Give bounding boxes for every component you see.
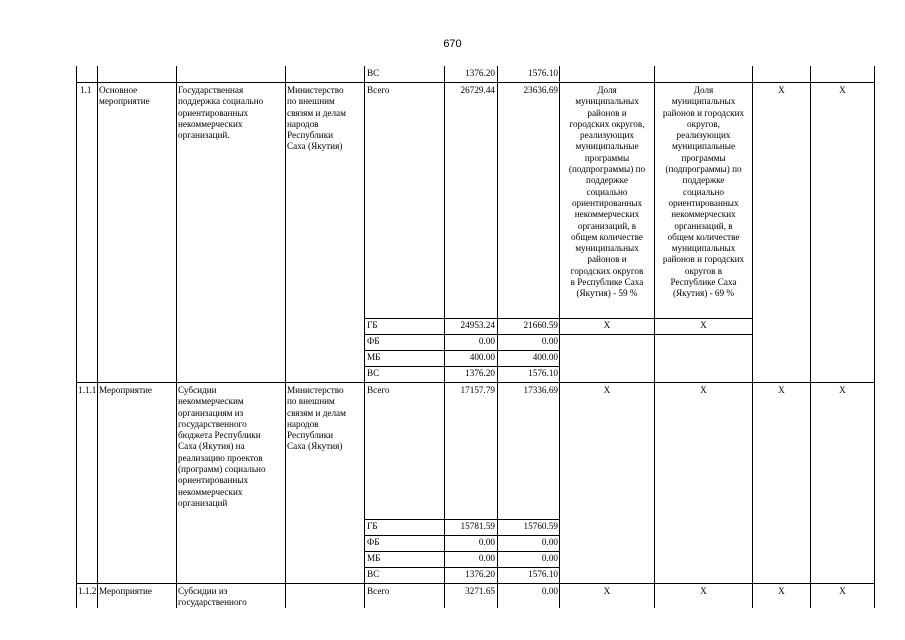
executor-line: Саха (Якутия) — [287, 441, 343, 452]
funding-value-1: 15781.59 — [460, 521, 495, 531]
row-1-1-1-mark-ind-2: Х — [700, 385, 707, 395]
funding-value-1: 0.00 — [478, 336, 495, 346]
executor-line: Саха (Якутия) — [287, 141, 343, 152]
name-line: Субсидии из — [178, 586, 228, 596]
funding-value-2: 1576.10 — [528, 569, 558, 579]
name-line: Саха (Якутия) на — [178, 441, 245, 452]
row-1-1-mark-col-1: Х — [778, 85, 785, 95]
indicator-line: Доля — [597, 85, 617, 95]
indicator-line: районов и — [587, 254, 627, 265]
indicator-line: муниципальные — [575, 141, 639, 152]
funding-value-1: 17157.79 — [460, 385, 495, 395]
indicator-line: реализующих — [676, 130, 731, 141]
row-1-1-2-kind: Мероприятие — [99, 586, 152, 596]
executor-line: по внешним — [287, 96, 335, 107]
executor-line: народов — [287, 418, 319, 429]
name-line: организаций. — [178, 130, 230, 141]
funding-source: МБ — [367, 553, 381, 563]
executor-line: Республики — [287, 430, 334, 441]
row-1-1-1-executor — [287, 385, 346, 453]
name-line: ориентированных — [178, 107, 249, 118]
row-1-1-2-name — [178, 586, 247, 609]
top-row-value-1: 1376.20 — [465, 68, 495, 78]
name-line: государственного — [178, 418, 247, 429]
funding-value-1: 24953.24 — [460, 320, 495, 330]
row-1-1-indicator-1-gb-mark: Х — [603, 320, 611, 330]
row-1-1-1-mark-ind-1: Х — [603, 385, 611, 395]
funding-source: Всего — [367, 586, 390, 596]
funding-value-2: 0.00 — [541, 537, 558, 547]
funding-value-1: 0.00 — [478, 537, 495, 547]
indicator-line: муниципальных — [671, 243, 736, 254]
kind-line: Основное — [99, 85, 138, 95]
funding-value-1: 26729.44 — [460, 85, 495, 95]
indicator-line: районов и — [587, 107, 627, 118]
indicator-line: поддержке — [682, 175, 725, 186]
funding-source: ФБ — [367, 336, 380, 346]
name-line: государственного — [178, 597, 247, 608]
funding-value-1: 0.00 — [478, 553, 495, 563]
row-1-1-1-mark-col-1: Х — [778, 385, 785, 395]
indicator-line: социально — [586, 186, 628, 197]
executor-line: по внешним — [287, 396, 335, 407]
indicator-line: муниципальных — [575, 243, 639, 254]
kind-line: мероприятие — [99, 96, 150, 107]
executor-line: связям и делам — [287, 107, 346, 118]
indicator-line: (подпрограммы) по — [568, 164, 646, 175]
executor-line: Республики — [287, 130, 334, 141]
indicator-line: ориентированных — [571, 197, 643, 208]
name-line: организаций — [178, 497, 228, 508]
row-1-1-2-mark-ind-1: Х — [603, 586, 611, 596]
row-1-1-mark-col-2: Х — [839, 85, 846, 95]
indicator-line: (Якутия) - 59 % — [576, 288, 638, 299]
name-line: Субсидии — [178, 385, 217, 395]
indicator-line: некоммерческих — [671, 209, 736, 220]
indicator-line: программы — [584, 152, 630, 163]
indicator-line: ориентированных — [668, 197, 739, 208]
executor-line: Министерство — [287, 385, 344, 395]
funding-source: МБ — [367, 352, 381, 362]
funding-value-2: 0.00 — [541, 586, 558, 596]
row-1-1-2-mark-ind-2: Х — [700, 586, 707, 596]
row-1-1-indicator-2-gb-mark: Х — [700, 320, 707, 330]
indicator-line: городских округов, — [569, 118, 645, 129]
indicator-line: (Якутия) - 69 % — [672, 288, 735, 299]
name-line: бюджета Республики — [178, 430, 261, 441]
funding-value-2: 0.00 — [541, 553, 558, 563]
indicator-line: муниципальных — [671, 96, 736, 107]
funding-source: ГБ — [367, 320, 378, 330]
indicator-line: некоммерческих — [574, 209, 640, 220]
funding-value-2: 23636.69 — [523, 85, 558, 95]
indicator-line: районов и городских — [662, 107, 745, 118]
indicator-line: организаций, в — [674, 220, 733, 231]
top-row-source: ВС — [367, 68, 380, 78]
indicator-line: (подпрограммы) по — [665, 164, 742, 175]
top-row-value-2: 1576.10 — [528, 68, 558, 78]
funding-source: Всего — [367, 385, 390, 395]
indicator-line: реализующих — [580, 130, 634, 141]
funding-source: ФБ — [367, 537, 380, 547]
row-1-1-indicator-2 — [655, 85, 752, 300]
indicator-line: городских округов — [570, 265, 644, 276]
indicator-line: муниципальные — [671, 141, 736, 152]
row-1-1-1-name — [178, 385, 266, 509]
row-1-1-2-number: 1.1.2 — [78, 586, 97, 596]
row-1-1-1-kind: Мероприятие — [99, 385, 152, 395]
executor-line: связям и делам — [287, 407, 346, 418]
name-line: реализацию проектов — [178, 452, 263, 463]
indicator-line: социально — [683, 186, 724, 197]
name-line: ориентированных — [178, 475, 249, 486]
funding-value-1: 1376.20 — [465, 368, 495, 378]
indicator-line: районов и городских — [662, 254, 745, 265]
funding-value-2: 400.00 — [532, 352, 558, 362]
indicator-line: Доля — [693, 85, 714, 95]
name-line: некоммерческим — [178, 396, 244, 407]
funding-source: ВС — [367, 368, 380, 378]
row-1-1-name — [178, 85, 263, 141]
indicator-line: округов, — [687, 118, 720, 129]
funding-value-1: 1376.20 — [465, 569, 495, 579]
funding-value-2: 21660.59 — [523, 320, 558, 330]
funding-source: ГБ — [367, 521, 378, 531]
row-1-1-1-mark-col-2: Х — [839, 385, 846, 395]
name-line: (программ) социально — [178, 464, 266, 475]
indicator-line: в Республике Саха — [570, 277, 644, 288]
indicator-line: общем количестве — [571, 231, 643, 242]
indicator-line: программы — [681, 152, 726, 163]
name-line: некоммерческих — [178, 486, 243, 497]
indicator-line: поддержке — [586, 175, 628, 186]
indicator-line: округов в — [684, 265, 723, 276]
indicator-line: организаций, в — [577, 220, 637, 231]
funding-source: Всего — [367, 85, 390, 95]
name-line: Государственная — [178, 85, 244, 95]
row-1-1-number: 1.1 — [80, 85, 92, 95]
funding-value-1: 400.00 — [469, 352, 495, 362]
row-1-1-kind — [99, 85, 150, 108]
row-1-1-2-mark-col-1: Х — [778, 586, 785, 596]
row-1-1-2-mark-col-2: Х — [839, 586, 846, 596]
indicator-line: муниципальных — [575, 96, 639, 107]
name-line: организациям из — [178, 407, 244, 418]
row-1-1-indicator-1 — [560, 85, 654, 300]
page-number: 670 — [443, 38, 462, 50]
indicator-line: Республике Саха — [670, 277, 737, 288]
funding-value-2: 1576.10 — [528, 368, 558, 378]
executor-line: народов — [287, 118, 319, 129]
funding-value-2: 17336.69 — [523, 385, 558, 395]
name-line: поддержка социально — [178, 96, 264, 107]
funding-source: ВС — [367, 569, 380, 579]
row-1-1-executor — [287, 85, 346, 153]
indicator-line: общем количестве — [667, 231, 740, 242]
executor-line: Министерство — [287, 85, 344, 95]
funding-value-2: 15760.59 — [523, 521, 558, 531]
funding-value-1: 3271.65 — [465, 586, 495, 596]
row-1-1-1-number: 1.1.1 — [78, 385, 97, 395]
funding-value-2: 0.00 — [541, 336, 558, 346]
name-line: некоммерческих — [178, 118, 243, 129]
